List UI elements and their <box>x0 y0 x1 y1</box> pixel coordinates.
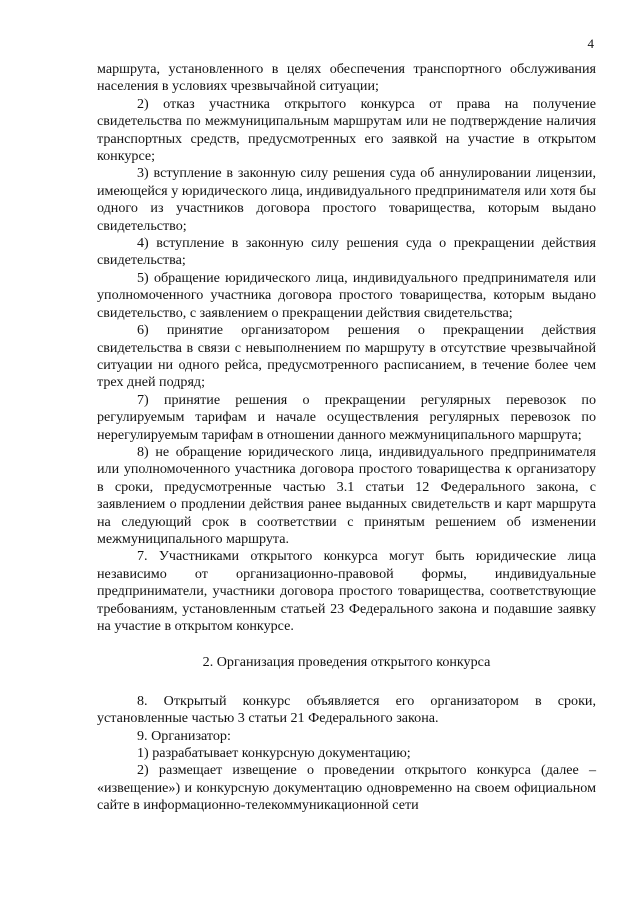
list-item-8: 8) не обращение юридического лица, индивидуального предпринимателя или уполномоченного участника договора простого товарищества к организатору в сроки, предусмотренные частью 3.1 статьи 12 Федерального закона, с заявлением о продлении действия ранее выданных свидетельств и карт маршрута на следующий срок в соответствии с принятым решением об изменении межмуниципального маршрута. <box>97 443 596 547</box>
list-item-5: 5) обращение юридического лица, индивидуального предпринимателя или уполномоченного участника договора простого товарищества, которым выдано свидетельство, с заявлением о прекращении действия свидетельства; <box>97 269 596 321</box>
list-item-6: 6) принятие организатором решения о прекращении действия свидетельства в связи с невыполнением по маршруту в отсутствие чрезвычайной ситуации ни одного рейса, предусмотренного расписанием, в течение более чем трех дней подряд; <box>97 322 596 391</box>
clause-9-item-2: 2) размещает извещение о проведении открытого конкурса (далее – «извещение») и конкурсную документацию одновременно на своем официальном сайте в информационно-телекоммуникационной сети <box>97 762 596 814</box>
clause-9-item-1: 1) разрабатывает конкурсную документацию; <box>137 745 411 762</box>
list-item-2: 2) отказ участника открытого конкурса от права на получение свидетельства по межмуниципальным маршрутам или не подтверждение наличия транспортных средств, предусмотренных его заявкой на участие в открытом конкурсе; <box>97 95 596 165</box>
paragraph-continuation: маршрута, установленного в целях обеспечения транспортного обслуживания населения в условиях чрезвычайной ситуации; <box>97 61 596 95</box>
section-heading: 2. Организация проведения открытого конкурса <box>202 654 491 671</box>
document-body <box>97 61 596 815</box>
clause-8: 8. Открытый конкурс объявляется его организатором в сроки, установленные частью 3 статьи 21 Федерального закона. <box>97 692 596 727</box>
clause-7: 7. Участниками открытого конкурса могут быть юридические лица независимо от организационно-правовой формы, индивидуальные предприниматели, участники договора простого товарищества, соответствующие требованиям, установленным статьей 23 Федерального закона и подавшие заявку на участие в открытом конкурсе. <box>97 548 596 634</box>
page-number: 4 <box>587 36 594 51</box>
list-item-3: 3) вступление в законную силу решения суда об аннулировании лицензии, имеющейся у юридического лица, индивидуального предпринимателя или хотя бы одного из участников договора простого товарищества, которым выдано свидетельство; <box>97 165 596 234</box>
list-item-4: 4) вступление в законную силу решения суда о прекращении действия свидетельства; <box>97 235 596 269</box>
clause-9: 9. Организатор: <box>137 727 231 744</box>
list-item-7: 7) принятие решения о прекращении регулярных перевозок по регулируемым тарифам и начале осуществления регулярных перевозок по нерегулируемым тарифам в отношении данного межмуниципального маршрута; <box>97 391 596 443</box>
